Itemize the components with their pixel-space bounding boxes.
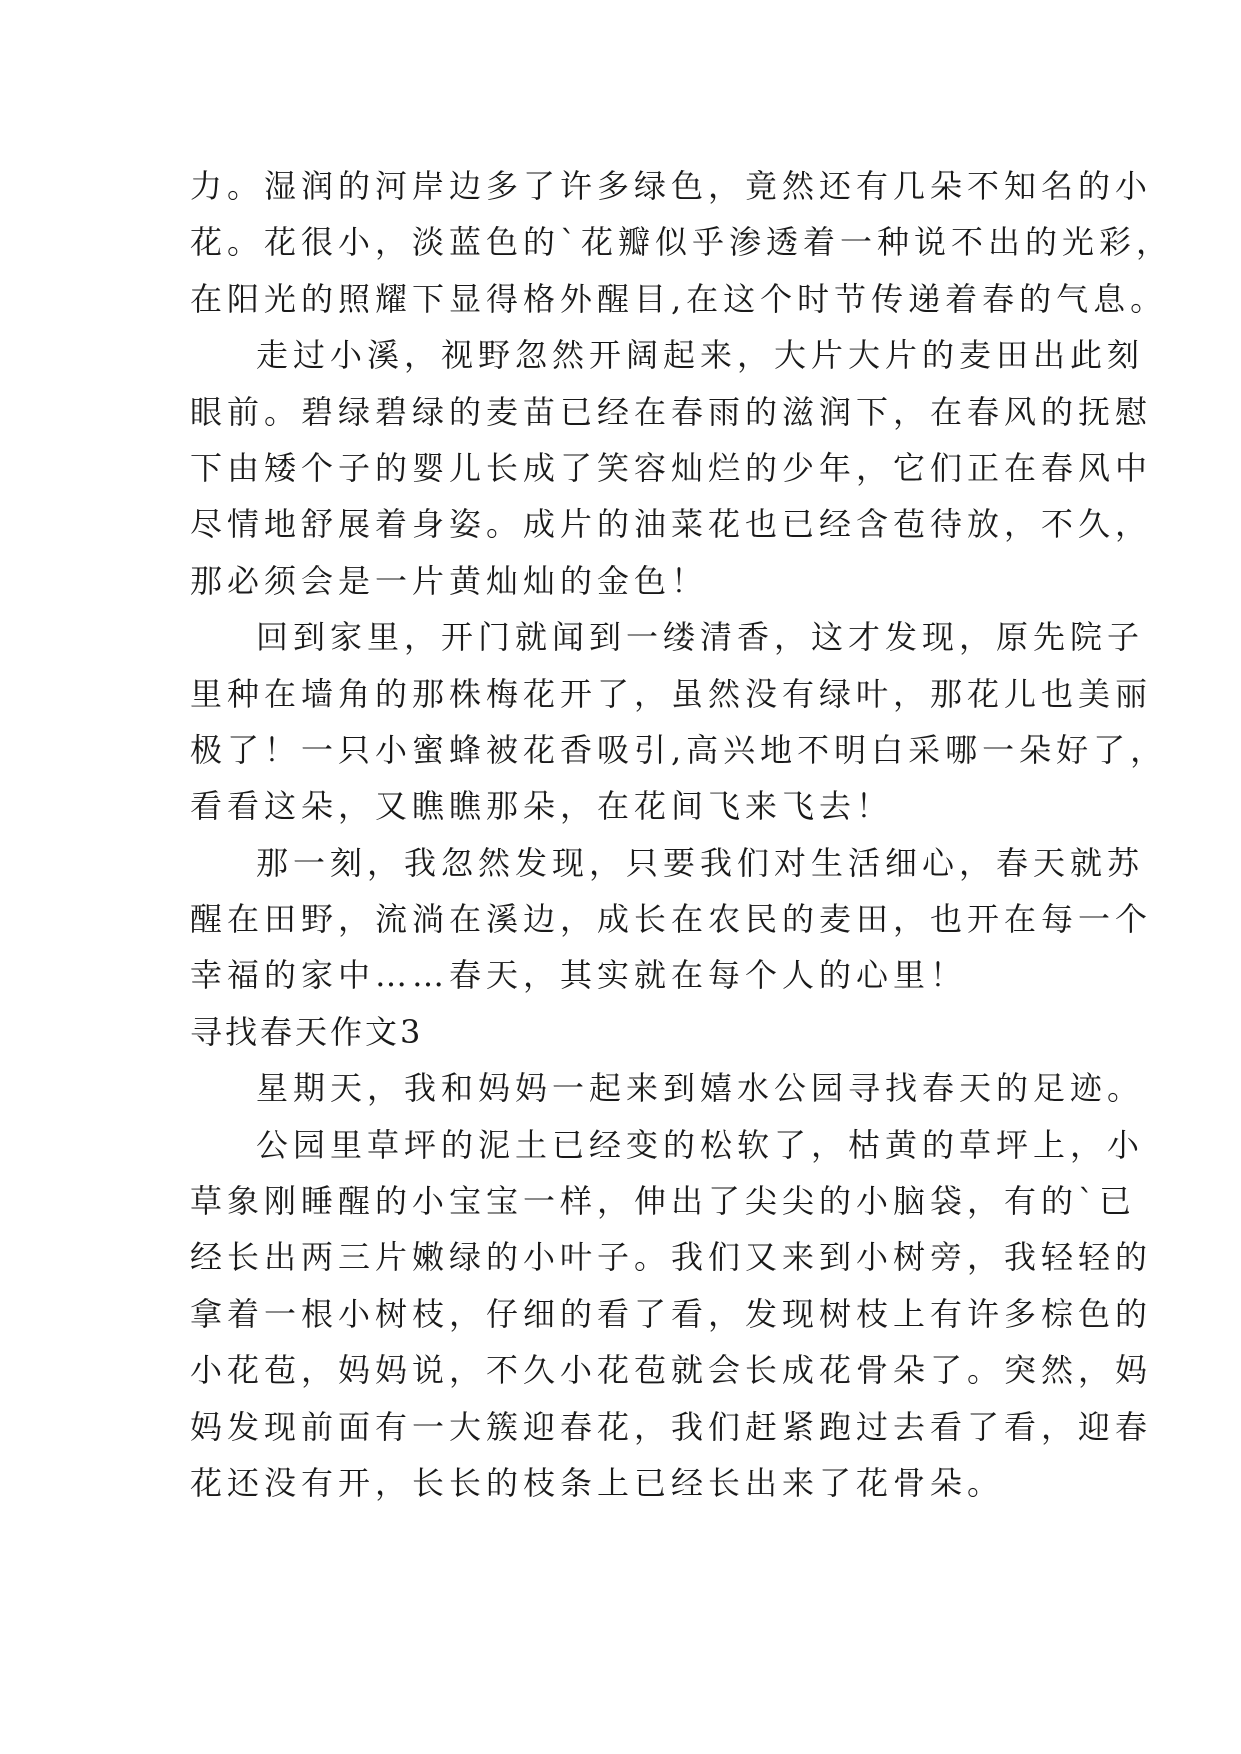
paragraph-first-line: 星期天，我和妈妈一起来到嬉水公园寻找春天的足迹。	[256, 1069, 1145, 1108]
text-line: 在阳光的照耀下显得格外醒目,在这个时节传递着春的气息。	[190, 279, 1168, 318]
text-line: 花。花很小，淡蓝色的`花瓣似乎渗透着一种说不出的光彩，	[190, 223, 1174, 262]
text-line: 力。湿润的河岸边多了许多绿色，竟然还有几朵不知名的小	[190, 167, 1153, 205]
text-line: 里种在墙角的那株梅花开了，虽然没有绿叶，那花儿也美丽	[190, 674, 1153, 713]
text-line: 看看这朵，又瞧瞧那朵，在花间飞来飞去！	[190, 787, 894, 826]
text-line: 幸福的家中……春天，其实就在每个人的心里！	[190, 956, 968, 995]
text-line: 经长出两三片嫩绿的小叶子。我们又来到小树旁，我轻轻的	[190, 1238, 1153, 1277]
text-line: 那必须会是一片黄灿灿的金色！	[190, 561, 709, 600]
paragraph-first-line: 公园里草坪的泥土已经变的松软了，枯黄的草坪上，小	[256, 1125, 1145, 1164]
text-line: 草象刚睡醒的小宝宝一样，伸出了尖尖的小脑袋，有的`已	[190, 1182, 1137, 1221]
text-line: 眼前。碧绿碧绿的麦苗已经在春雨的滋润下，在春风的抚慰	[190, 392, 1153, 431]
paragraph-first-line: 回到家里，开门就闻到一缕清香，这才发现，原先院子	[256, 618, 1145, 657]
text-line: 尽情地舒展着身姿。成片的油菜花也已经含苞待放，不久，	[190, 505, 1153, 544]
text-line: 下由矮个子的婴儿长成了笑容灿烂的少年，它们正在春风中	[190, 448, 1153, 487]
section-heading: 寻找春天作文3	[190, 1012, 424, 1051]
text-line: 拿着一根小树枝，仔细的看了看，发现树枝上有许多棕色的	[190, 1294, 1153, 1333]
text-line: 小花苞，妈妈说，不久小花苞就会长成花骨朵了。突然，妈	[190, 1351, 1153, 1390]
text-line: 花还没有开，长长的枝条上已经长出来了花骨朵。	[190, 1463, 1005, 1502]
paragraph-first-line: 那一刻，我忽然发现，只要我们对生活细心，春天就苏	[256, 843, 1145, 882]
document-body	[190, 158, 1174, 1511]
text-line: 醒在田野，流淌在溪边，成长在农民的麦田，也开在每一个	[190, 900, 1153, 939]
text-line: 妈发现前面有一大簇迎春花，我们赶紧跑过去看了看，迎春	[190, 1407, 1153, 1446]
paragraph-first-line: 走过小溪，视野忽然开阔起来，大片大片的麦田出此刻	[256, 336, 1145, 375]
text-line: 极了！一只小蜜蜂被花香吸引,高兴地不明白采哪一朵好了，	[190, 730, 1168, 769]
